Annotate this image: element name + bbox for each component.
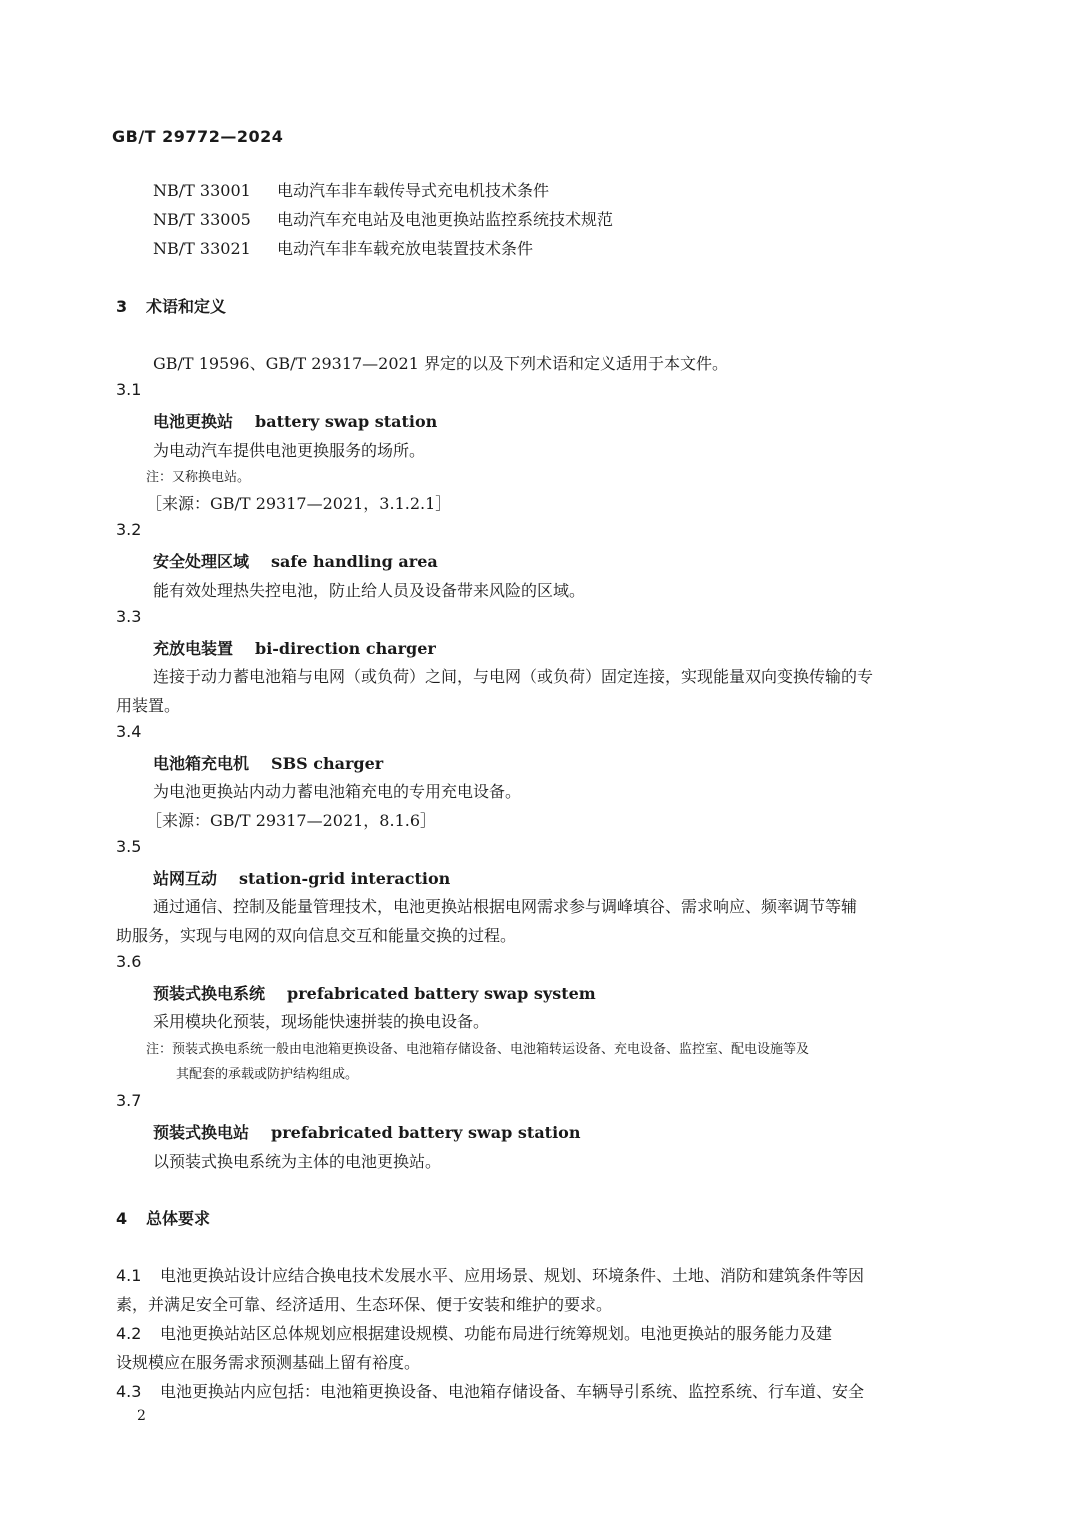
term-en: prefabricated battery swap station <box>271 1123 581 1142</box>
term-source: ［来源：GB/T 29317—2021，3.1.2.1］ <box>146 494 452 513</box>
standard-number: GB/T 29772—2024 <box>112 127 284 146</box>
term-source: ［来源：GB/T 29317—2021，8.1.6］ <box>146 811 437 830</box>
section-heading <box>116 294 226 317</box>
term-en: station-grid interaction <box>239 869 451 888</box>
term-cn: 预装式换电系统 <box>153 984 266 1003</box>
term-en: battery swap station <box>255 412 438 431</box>
clause-text-line: 素，并满足安全可靠、经济适用、生态环保、便于安装和维护的要求。 <box>116 1295 613 1314</box>
clause-line <box>116 1321 832 1344</box>
term-cn: 安全处理区域 <box>153 552 250 571</box>
section-intro: GB/T 19596、GB/T 29317—2021 界定的以及下列术语和定义适用于本文件。 <box>153 354 728 373</box>
term-number: 3.3 <box>116 607 142 626</box>
term-number: 3.6 <box>116 952 142 971</box>
term-number: 3.4 <box>116 722 142 741</box>
term-cn: 电池箱充电机 <box>153 754 250 773</box>
term-en: safe handling area <box>271 552 438 571</box>
term-number: 3.1 <box>116 380 142 399</box>
term-heading <box>153 866 450 889</box>
term-heading <box>153 751 383 774</box>
term-cn: 充放电装置 <box>153 639 234 658</box>
term-en: bi-direction charger <box>255 639 436 658</box>
term-definition: 采用模块化预装，现场能快速拼装的换电设备。 <box>153 1012 490 1031</box>
section-title: 术语和定义 <box>146 297 227 316</box>
ref-code: NB/T 33001 <box>153 181 251 200</box>
term-definition: 能有效处理热失控电池，防止给人员及设备带来风险的区域。 <box>153 581 586 600</box>
term-number: 3.2 <box>116 520 142 539</box>
term-number: 3.7 <box>116 1091 142 1110</box>
ref-title: 电动汽车非车载充放电装置技术条件 <box>277 239 534 258</box>
ref-item <box>153 207 613 230</box>
term-heading <box>153 1120 580 1143</box>
clause-line <box>116 1263 864 1286</box>
ref-title: 电动汽车充电站及电池更换站监控系统技术规范 <box>277 210 614 229</box>
clause-number: 4.2 <box>116 1324 142 1343</box>
section-title: 总体要求 <box>146 1209 211 1228</box>
clause-text: 电池更换站设计应结合换电技术发展水平、应用场景、规划、环境条件、土地、消防和建筑条件等因 <box>160 1266 865 1285</box>
term-heading <box>153 549 438 572</box>
clause-line <box>116 1379 864 1402</box>
term-definition: 以预装式换电系统为主体的电池更换站。 <box>153 1152 442 1171</box>
section-heading <box>116 1206 210 1229</box>
term-heading <box>153 409 437 432</box>
page-number: 2 <box>137 1408 146 1424</box>
clause-text-line: 设规模应在服务需求预测基础上留有裕度。 <box>116 1353 421 1372</box>
clause-text: 电池更换站站区总体规划应根据建设规模、功能布局进行统筹规划。电池更换站的服务能力及建 <box>160 1324 833 1343</box>
term-cn: 电池更换站 <box>153 412 234 431</box>
term-definition-line: 通过通信、控制及能量管理技术，电池更换站根据电网需求参与调峰填谷、需求响应、频率调节等辅 <box>153 897 858 916</box>
ref-code: NB/T 33005 <box>153 210 251 229</box>
clause-text: 电池更换站内应包括：电池箱更换设备、电池箱存储设备、车辆导引系统、监控系统、行车道、安全 <box>160 1382 865 1401</box>
ref-code: NB/T 33021 <box>153 239 251 258</box>
term-cn: 预装式换电站 <box>153 1123 250 1142</box>
term-definition-line: 用装置。 <box>116 696 181 715</box>
term-note-line: 注：预装式换电系统一般由电池箱更换设备、电池箱存储设备、电池箱转运设备、充电设备、监控室、配电设施等及 <box>146 1042 810 1057</box>
ref-item <box>153 236 533 259</box>
clause-number: 4.3 <box>116 1382 142 1401</box>
term-cn: 站网互动 <box>153 869 218 888</box>
ref-item <box>153 178 549 201</box>
term-definition-line: 助服务，实现与电网的双向信息交互和能量交换的过程。 <box>116 926 517 945</box>
term-definition: 为电池更换站内动力蓄电池箱充电的专用充电设备。 <box>153 782 522 801</box>
clause-number: 4.1 <box>116 1266 142 1285</box>
ref-title: 电动汽车非车载传导式充电机技术条件 <box>277 181 550 200</box>
term-definition: 为电动汽车提供电池更换服务的场所。 <box>153 441 426 460</box>
term-note: 注：又称换电站。 <box>146 470 251 485</box>
section-number: 4 <box>116 1209 128 1228</box>
term-en: prefabricated battery swap system <box>287 984 596 1003</box>
term-number: 3.5 <box>116 837 142 856</box>
term-heading <box>153 981 596 1004</box>
section-number: 3 <box>116 297 128 316</box>
term-en: SBS charger <box>271 754 384 773</box>
term-definition-line: 连接于动力蓄电池箱与电网（或负荷）之间，与电网（或负荷）固定连接，实现能量双向变换传输的专 <box>153 667 874 686</box>
term-note-line: 其配套的承载或防护结构组成。 <box>176 1067 359 1082</box>
term-heading <box>153 636 436 659</box>
